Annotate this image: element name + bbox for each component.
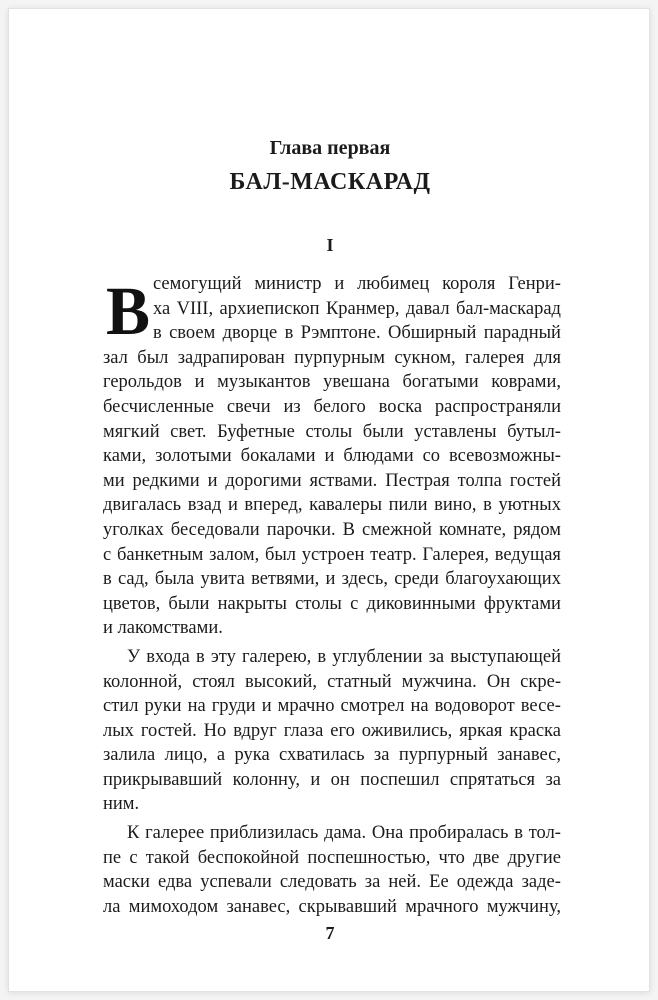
- word: в: [103, 569, 112, 590]
- word: мягкий: [103, 421, 160, 442]
- word: заде-: [521, 872, 561, 893]
- word: К: [127, 823, 140, 844]
- word: он: [330, 769, 350, 790]
- body-text: [103, 272, 561, 919]
- word: и: [227, 495, 238, 516]
- word: пе: [103, 847, 122, 868]
- text-line: [103, 743, 561, 768]
- word: краска: [509, 720, 561, 741]
- word: две: [473, 847, 500, 868]
- word: парочки.: [266, 519, 336, 540]
- word: на: [410, 696, 429, 717]
- word: архиепископ: [219, 298, 320, 319]
- drop-cap-initial: [105, 272, 151, 350]
- word: входа: [146, 646, 190, 667]
- chapter-label: Глава первая: [269, 137, 391, 159]
- word: яствами.: [309, 470, 378, 491]
- word: с: [350, 593, 359, 614]
- word: бал-маскарад: [456, 298, 561, 319]
- section-number: I: [326, 235, 334, 255]
- word: дама.: [324, 823, 367, 844]
- word: уютных: [498, 495, 561, 516]
- word: любимец: [357, 274, 430, 294]
- word: зал: [103, 347, 128, 368]
- word: залом,: [209, 544, 260, 565]
- word: коврами,: [491, 372, 561, 393]
- word: мужчину,: [486, 896, 561, 917]
- paragraph-2: [103, 645, 561, 817]
- word: беспокойной: [197, 847, 300, 868]
- word: его: [330, 720, 355, 741]
- word: музыкантов: [217, 372, 311, 393]
- word: золотыми: [155, 446, 232, 467]
- word: стил: [103, 696, 139, 717]
- word: взад: [187, 495, 222, 516]
- word: банкетным: [116, 544, 204, 565]
- word: выступающей: [450, 646, 561, 667]
- word: другие: [507, 847, 561, 868]
- word: залила: [103, 745, 156, 766]
- word: У: [127, 646, 141, 667]
- word: и: [310, 769, 321, 790]
- word: и: [334, 274, 345, 294]
- text-line: [103, 567, 561, 592]
- word: были: [168, 593, 210, 614]
- text-line: [103, 469, 561, 494]
- chapter-title: БАЛ-МАСКАРАД: [229, 169, 431, 195]
- word: в: [195, 646, 205, 667]
- word: VIII,: [176, 298, 214, 319]
- word: в: [284, 323, 294, 344]
- word: мимоходом: [128, 896, 219, 917]
- word: увешана: [323, 372, 390, 393]
- word: Рэмптоне.: [300, 323, 381, 344]
- text-line: [103, 297, 561, 322]
- word: углублении: [332, 646, 423, 667]
- word: для: [533, 347, 561, 368]
- word: пробиралась: [409, 823, 509, 844]
- word: что: [438, 847, 465, 868]
- word: В: [342, 519, 355, 540]
- word: Буфетные: [217, 421, 295, 442]
- word: бесчисленные: [103, 396, 214, 417]
- word: Кранмер,: [325, 298, 400, 319]
- word: галерее: [145, 823, 205, 844]
- word: сад,: [117, 569, 149, 590]
- word: фруктами: [483, 593, 561, 614]
- word: поспешил: [360, 769, 440, 790]
- word: свечи: [226, 396, 271, 417]
- drop-cap-letter: В: [105, 272, 151, 350]
- word: задрапирован: [177, 347, 285, 368]
- word: семогущий: [153, 274, 242, 294]
- word: вино,: [434, 495, 477, 516]
- word: был: [264, 544, 297, 565]
- word: дорогими: [225, 470, 302, 491]
- word: а: [216, 745, 226, 766]
- word: рука: [234, 745, 270, 766]
- word: свет.: [170, 421, 207, 442]
- word: приблизилась: [209, 823, 319, 844]
- word: в: [514, 823, 523, 844]
- text-line: [103, 395, 561, 420]
- word: своем: [169, 323, 216, 344]
- word: на: [187, 696, 206, 717]
- text-line: [103, 493, 561, 518]
- word: были: [362, 421, 404, 442]
- word: ней.: [388, 872, 422, 893]
- text-line: и лакомствами.: [103, 618, 223, 639]
- word: министр: [254, 274, 322, 294]
- word: Он: [486, 671, 511, 692]
- word: белого: [313, 396, 366, 417]
- text-line: [103, 420, 561, 445]
- word: Но: [203, 720, 227, 741]
- word: среди: [394, 569, 439, 590]
- word: занавес,: [226, 896, 291, 917]
- book-page: [8, 8, 650, 992]
- word: и: [261, 696, 272, 717]
- word: одежда: [456, 872, 514, 893]
- word: скре-: [520, 671, 561, 692]
- text-line: [103, 694, 561, 719]
- word: Галерея,: [422, 544, 489, 565]
- word: руки: [144, 696, 182, 717]
- word: ла: [103, 896, 121, 917]
- word: оживились,: [361, 720, 453, 741]
- word: благоухающих: [445, 569, 561, 590]
- word: стоял: [192, 671, 235, 692]
- text-line: [103, 543, 561, 568]
- word: блюдами: [343, 446, 414, 467]
- word: беседовали: [170, 519, 260, 540]
- word: цветов,: [103, 593, 161, 614]
- word: поспешностью,: [307, 847, 431, 868]
- word: короля: [442, 274, 496, 294]
- word: здесь,: [341, 569, 388, 590]
- word: скрывавший: [298, 896, 397, 917]
- word: и: [324, 446, 335, 467]
- word: едва: [158, 872, 193, 893]
- text-line: [103, 518, 561, 543]
- text-line: [103, 592, 561, 617]
- word: смотрел: [340, 696, 405, 717]
- word: толпа: [457, 470, 502, 491]
- word: Генри-: [508, 274, 561, 294]
- word: воска: [378, 396, 423, 417]
- word: дворце: [222, 323, 278, 344]
- word: Ее: [429, 872, 449, 893]
- word: схватилась: [279, 745, 365, 766]
- word: вперед,: [244, 495, 303, 516]
- text-line: [103, 370, 561, 395]
- word: ветвями,: [251, 569, 320, 590]
- word: бокалами: [240, 446, 316, 467]
- word: с: [103, 544, 112, 565]
- paragraph-3: [103, 821, 561, 919]
- text-line: [103, 768, 561, 793]
- word: уголках: [103, 519, 164, 540]
- word: и: [207, 470, 218, 491]
- word: столы: [305, 421, 353, 442]
- word: тол-: [528, 823, 561, 844]
- word: статный: [327, 671, 392, 692]
- text-line: [103, 870, 561, 895]
- word: комнате,: [438, 519, 507, 540]
- word: в: [317, 646, 327, 667]
- word: Она: [371, 823, 404, 844]
- text-line: [103, 821, 561, 846]
- word: водоворот: [434, 696, 515, 717]
- word: ведущая: [494, 544, 561, 565]
- word: из: [283, 396, 301, 417]
- word: кавалеры: [309, 495, 383, 516]
- word: за: [364, 872, 381, 893]
- word: накрыты: [217, 593, 287, 614]
- word: вдруг: [233, 720, 277, 741]
- word: богатыми: [402, 372, 479, 393]
- word: яркая: [459, 720, 503, 741]
- word: диковинными: [366, 593, 476, 614]
- word: рядом: [513, 519, 561, 540]
- word: бутыл-: [507, 421, 561, 442]
- word: галерея: [465, 347, 525, 368]
- word: эту: [210, 646, 236, 667]
- text-line: [103, 272, 561, 297]
- word: глаза: [283, 720, 324, 741]
- paragraph-1: [103, 272, 561, 641]
- word: занавес,: [497, 745, 561, 766]
- word: уставлены: [414, 421, 497, 442]
- word: устроен: [301, 544, 365, 565]
- word: в: [153, 323, 162, 344]
- word: колонной,: [103, 671, 183, 692]
- text-line: [103, 670, 561, 695]
- word: груди: [211, 696, 256, 717]
- word: распространяли: [434, 396, 561, 417]
- word: парадный: [483, 323, 561, 344]
- word: давал: [405, 298, 450, 319]
- word: маски: [103, 872, 150, 893]
- word: гостей: [509, 470, 561, 491]
- page-number: 7: [325, 923, 335, 943]
- word: и: [194, 372, 205, 393]
- word: ха: [153, 298, 171, 319]
- word: успевали: [200, 872, 272, 893]
- word: пурпурный: [398, 745, 488, 766]
- word: двигалась: [103, 495, 182, 516]
- word: мрачно: [277, 696, 335, 717]
- text-line: [103, 321, 561, 346]
- text-line: [103, 645, 561, 670]
- word: такой: [145, 847, 190, 868]
- word: весе-: [520, 696, 561, 717]
- word: в: [483, 495, 492, 516]
- word: сукном,: [394, 347, 456, 368]
- word: мрачного: [405, 896, 479, 917]
- text-line: [103, 719, 561, 744]
- word: была: [154, 569, 195, 590]
- word: высокий,: [244, 671, 318, 692]
- word: пурпурным: [294, 347, 385, 368]
- word: всевозможны-: [449, 446, 561, 467]
- text-line: [103, 846, 561, 871]
- word: за: [545, 769, 561, 790]
- word: прикрывавший: [103, 769, 223, 790]
- word: театр.: [370, 544, 417, 565]
- word: за: [428, 646, 445, 667]
- word: и: [325, 569, 336, 590]
- word: с: [129, 847, 138, 868]
- word: со: [422, 446, 441, 467]
- word: мужчина.: [401, 671, 477, 692]
- word: спрятаться: [449, 769, 536, 790]
- text-line: ним.: [103, 794, 140, 815]
- word: ми: [103, 470, 125, 491]
- word: следовать: [279, 872, 357, 893]
- word: ками,: [103, 446, 147, 467]
- word: колонну,: [232, 769, 300, 790]
- word: за: [373, 745, 390, 766]
- text-line: [103, 444, 561, 469]
- word: лицо,: [164, 745, 208, 766]
- word: Пестрая: [385, 470, 450, 491]
- word: лых: [103, 720, 134, 741]
- word: столы: [295, 593, 342, 614]
- word: гостей.: [140, 720, 197, 741]
- word: редкими: [132, 470, 200, 491]
- word: герольдов: [103, 372, 182, 393]
- word: был: [137, 347, 169, 368]
- word: увита: [200, 569, 245, 590]
- word: пили: [388, 495, 428, 516]
- word: Обширный: [387, 323, 477, 344]
- word: галерею,: [241, 646, 312, 667]
- word: смежной: [362, 519, 432, 540]
- text-line: [103, 346, 561, 371]
- text-line: [103, 895, 561, 920]
